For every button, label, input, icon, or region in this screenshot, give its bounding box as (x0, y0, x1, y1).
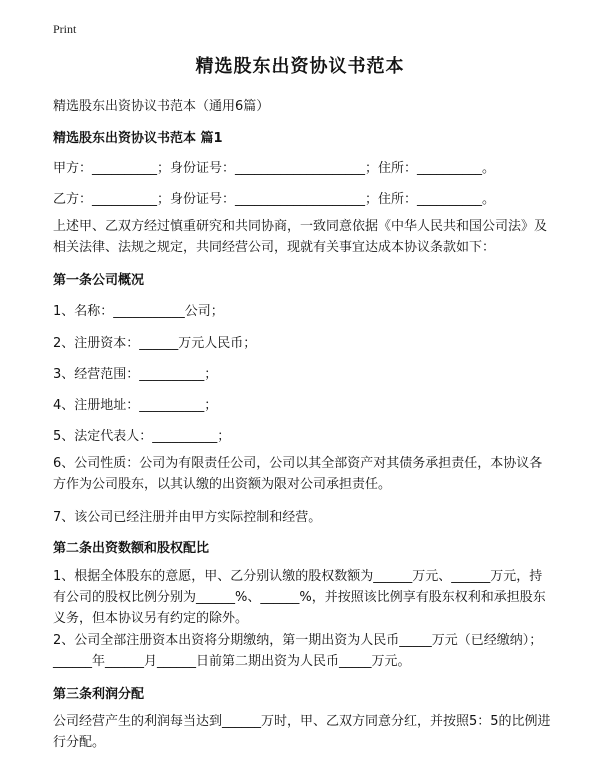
subtitle: 精选股东出资协议书范本（通用6篇） (53, 99, 270, 114)
section-heading: 精选股东出资协议书范本 篇1 (53, 131, 223, 146)
article1-item-address: 4、注册地址：__________； (53, 398, 218, 413)
article1-item-control: 7、该公司已经注册并由甲方实际控制和经营。 (53, 510, 322, 525)
article1-heading: 第一条公司概况 (53, 273, 145, 288)
article1-item-representative: 5、法定代表人：__________； (53, 429, 231, 444)
party-b-line: 乙方：__________；身份证号：____________________；住所：__________。 (53, 192, 496, 207)
article2-heading: 第二条出资数额和股权配比 (53, 541, 210, 556)
article1-item-name: 1、名称：___________公司； (53, 304, 224, 319)
article3-item-1: 公司经营产生的利润每当达到______万时，甲、乙双方同意分红，并按照5：5的比例进行分配。 (53, 714, 551, 750)
intro-paragraph: 上述甲、乙双方经过慎重研究和共同协商，一致同意依据《中华人民共和国公司法》及相关法律、法规之规定，共同经营公司，现就有关事宜达成本协议条款如下： (53, 219, 548, 255)
print-link[interactable]: Print (53, 22, 77, 36)
article3-heading: 第三条利润分配 (53, 687, 145, 702)
party-a-line: 甲方：__________；身份证号：____________________；住所：__________。 (53, 161, 496, 176)
article1-item-capital: 2、注册资本：______万元人民币； (53, 336, 257, 351)
article1-item-scope: 3、经营范围：__________； (53, 367, 218, 382)
page-title: 精选股东出资协议书范本 (195, 56, 405, 77)
article2-item-1: 1、根据全体股东的意愿，甲、乙分别认缴的股权数额为______万元、______万元，持有公司的股权比例分别为______%、______%，并按照该比例享有股东权利和承担股东义务，但本协议另有约定的除外。 (53, 569, 546, 626)
article1-item-nature: 6、公司性质：公司为有限责任公司，公司以其全部资产对其债务承担责任，本协议各方作为公司股东，以其认缴的出资额为限对公司承担责任。 (53, 456, 543, 492)
article2-item-2: 2、公司全部注册资本出资将分期缴纳，第一期出资为人民币_____万元（已经缴纳）；______年______月______日前第二期出资为人民币_____万元。 (53, 633, 543, 669)
